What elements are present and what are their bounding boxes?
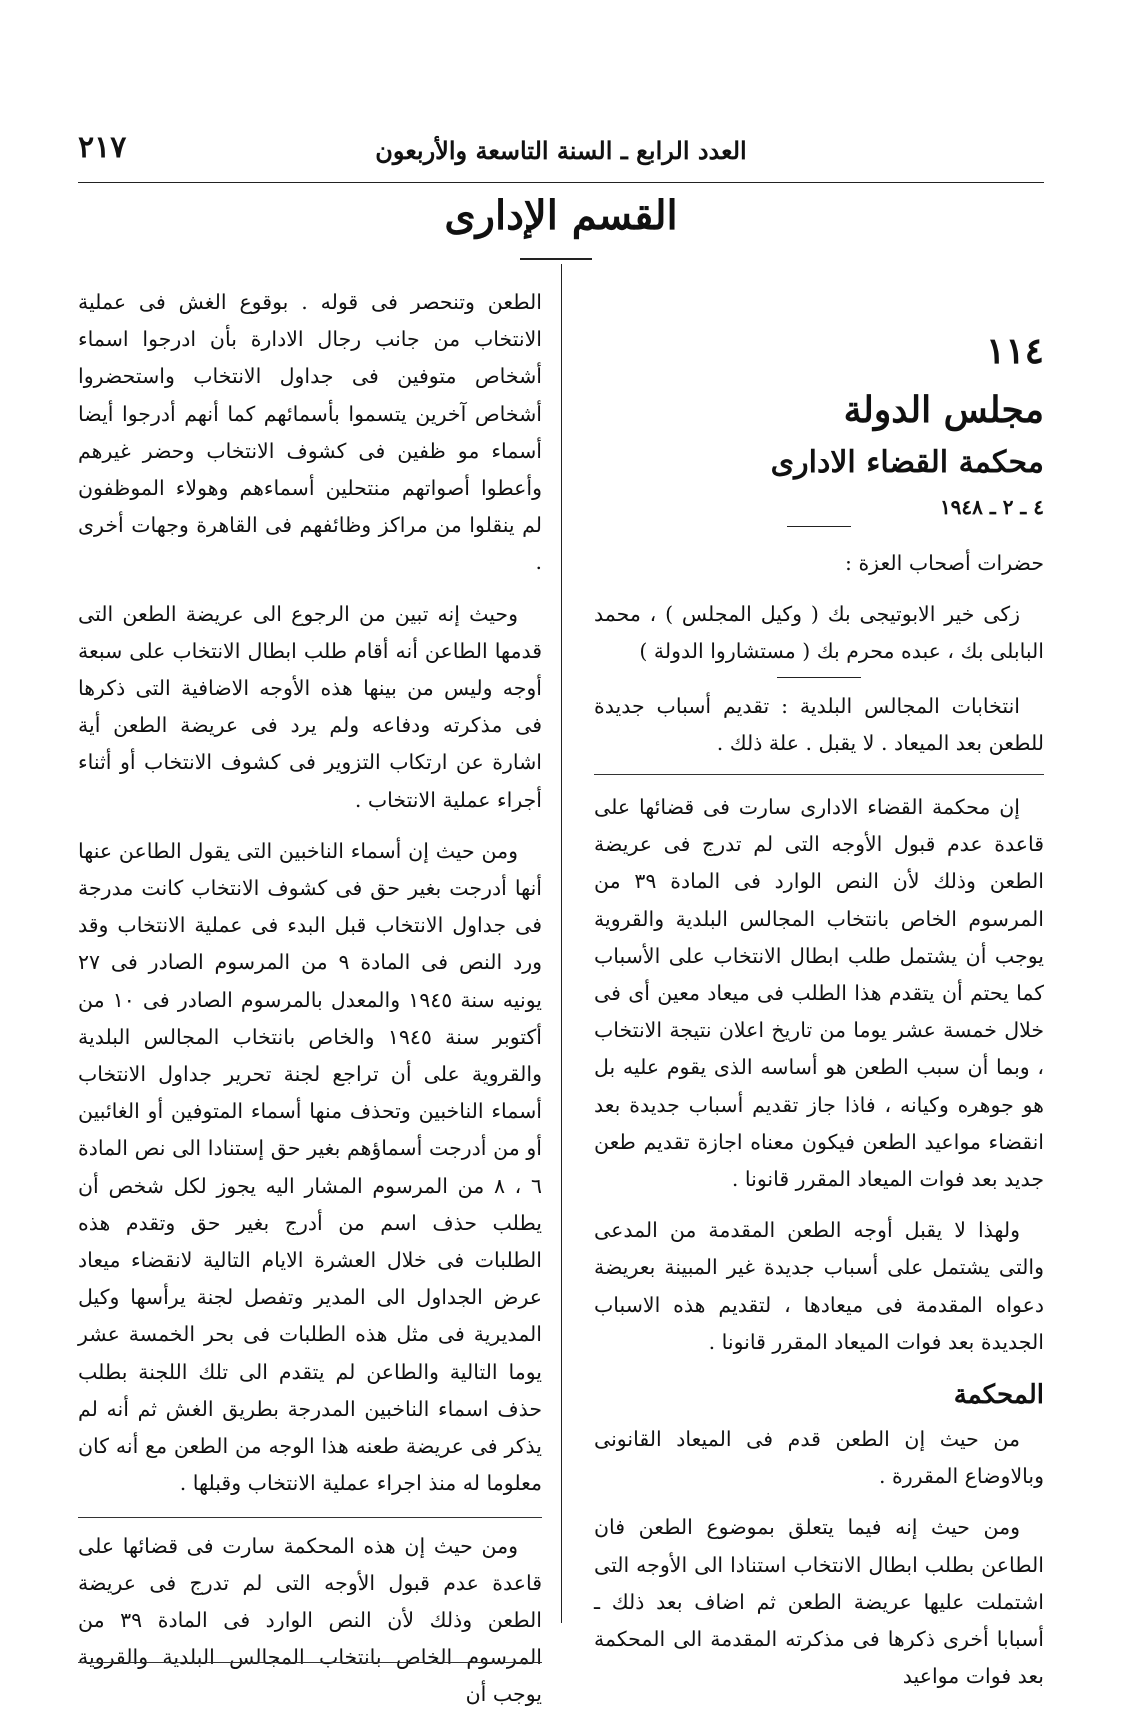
left-paragraph-1: الطعن وتنحصر فى قوله . بوقوع الغش فى عملية الانتخاب من جانب رجال الادارة بأن ادرجوا اسماء أشخاص متوفين فى جداول الانتخاب واستحضروا أشخاص آخرين يتسموا بأسمائهم كما أنهم أدرجوا أيضا أسماء مو ظفين فى كشوف الانتخاب وحضر غيرهم وأعطوا أصواتهم منتحلين أسماءهم وهولاء الموظفون لم ينقلوا من مراكز وظائفهم فى القاهرة وجهات أخرى . [78, 290, 542, 575]
court-name: مجلس الدولة [843, 389, 1044, 431]
title-underline [520, 258, 592, 260]
right-paragraph-4: ومن حيث إنه فيما يتعلق بموضوع الطعن فان الطاعن بطلب ابطال الانتخاب استنادا الى الأوجه التى اشتملت عليها عريضة الطعن ثم اضاف بعد ذلك ـ أسبابا أخرى ذكرها فى مذكرته المقدمة الى المحكمة بعد فوات مواعيد [594, 1515, 1044, 1689]
page-number: ٢١٧ [78, 130, 127, 165]
case-summary: انتخابات المجالس البلدية : تقديم أسباب جديدة للطعن بعد الميعاد . لا يقبل . علة ذلك . [594, 688, 1044, 775]
case-number: ١١٤ [985, 330, 1044, 372]
header-rule [78, 182, 1044, 183]
panel-members: زكى خير الابوتيجى بك ( وكيل المجلس ) ، محمد البابلى بك ، عبده محرم بك ( مستشاروا الدولة ) [594, 602, 1044, 664]
date-rule [787, 526, 851, 527]
section-title: القسم الإدارى [444, 192, 678, 239]
court-subtitle: محكمة القضاء الادارى [770, 445, 1044, 480]
panel-label: حضرات أصحاب العزة : [845, 551, 1044, 575]
right-paragraph-3: من حيث إن الطعن قدم فى الميعاد القانونى وبالاوضاع المقررة . [594, 1427, 1044, 1489]
case-date: ٤ ـ ٢ ـ ١٩٤٨ [939, 495, 1044, 519]
left-paragraph-4: ومن حيث إن هذه المحكمة سارت فى قضائها على قاعدة عدم قبول الأوجه التى لم تدرج فى عريضة الطعن وذلك لأن النص الوارد فى المادة ٣٩ من المرسوم الخاص بانتخاب المجالس البلدية والقروية يوجب أن [78, 1517, 542, 1714]
footer-rule [78, 1662, 542, 1663]
right-paragraph-2: ولهذا لا يقبل أوجه الطعن المقدمة من المدعى والتى يشتمل على أسباب جديدة غير المبينة بعريضة دعواه المقدمة فى ميعادها ، لتقديم هذه الاسباب الجديدة بعد فوات الميعاد المقرر قانونا . [594, 1218, 1044, 1354]
left-paragraph-2: وحيث إنه تبين من الرجوع الى عريضة الطعن التى قدمها الطاعن أنه أقام طلب ابطال الانتخاب على سبعة أوجه وليس من بينها هذه الأوجه الاضافية التى ذكرها فى مذكرته ودفاعه ولم يرد فى عريضة الطعن أية اشارة عن ارتكاب التزوير فى كشوف الانتخاب أو أثناء أجراء عملية الانتخاب . [78, 601, 542, 812]
running-header [78, 128, 1044, 172]
panel-rule [777, 677, 861, 678]
left-column [78, 284, 542, 1707]
right-paragraph-1: إن محكمة القضاء الادارى سارت فى قضائها على قاعدة عدم قبول الأوجه التى لم تدرج فى عريضة الطعن وذلك لأن النص الوارد فى المادة ٣٩ من المرسوم الخاص بانتخاب المجالس البلدية والقروية يوجب أن يشتمل طلب ابطال الانتخاب على الأسباب كما يحتم أن يتقدم هذا الطلب فى ميعاد معين أى فى خلال خمسة عشر يوما من تاريخ اعلان نتيجة الانتخاب ، وبما أن سبب الطعن هو أساسه الذى يقوم عليه بل هو جوهره وكيانه ، فاذا جاز تقديم أسباب جديدة بعد انقضاء مواعيد الطعن فيكون معناه اجازة تقديم طعن جديد بعد فوات الميعاد المقرر قانونا . [594, 795, 1044, 1192]
judgment-heading: المحكمة [953, 1380, 1044, 1411]
column-divider [561, 264, 562, 1623]
left-paragraph-3: ومن حيث إن أسماء الناخبين التى يقول الطاعن عنها أنها أدرجت بغير حق فى كشوف الانتخاب كانت مدرجة فى جداول الانتخاب قبل البدء فى عملية الانتخاب وقد ورد النص فى المادة ٩ من المرسوم الصادر فى ٢٧ يونيه سنة ١٩٤٥ والمعدل بالمرسوم الصادر فى ١٠ من أكتوبر سنة ١٩٤٥ والخاص بانتخاب المجالس البلدية والقروية على أن تراجع لجنة تحرير جداول الانتخاب أسماء الناخبين وتحذف منها أسماء المتوفين أو الغائبين أو من أدرجت أسماؤهم بغير حق إستنادا الى نص المادة ٦ ، ٨ من المرسوم المشار اليه يجوز لكل شخص أن يطلب حذف اسم من أدرج بغير حق وتقدم هذه الطلبات فى خلال العشرة الايام التالية لانقضاء ميعاد عرض الجداول الى المدير وتفصل لجنة يرأسها وكيل المديرية فى مثل هذه الطلبات فى بحر الخمسة عشر يوما التالية والطاعن لم يتقدم الى تلك اللجنة بطلب حذف اسماء الناخبين المدرجة بطريق الغش ثم أنه لم يذكر فى عريضة طعنه هذا الوجه من الطعن مع أنه كان معلوما له منذ اجراء عملية الانتخاب وقبلها . [78, 838, 542, 1496]
issue-line: العدد الرابع ـ السنة التاسعة والأربعون [375, 136, 747, 165]
right-column [594, 284, 1044, 1689]
